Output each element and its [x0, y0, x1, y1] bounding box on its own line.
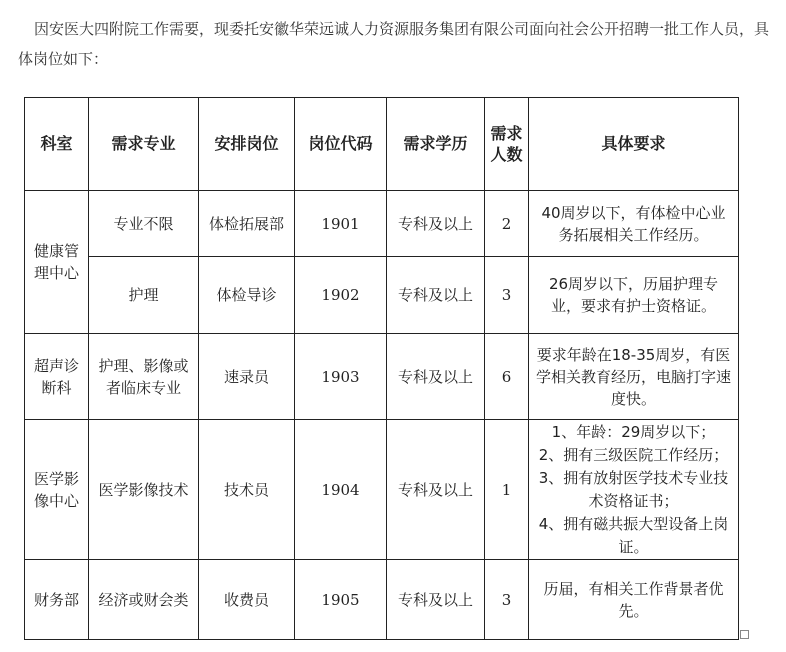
requirements-cell	[529, 560, 739, 640]
header-count: 需求人数	[485, 98, 529, 191]
dept-cell: 医学影像中心	[25, 420, 89, 560]
requirement-line: 2、拥有三级医院工作经历；	[538, 445, 729, 464]
header-dept: 科室	[25, 98, 89, 191]
intro-paragraph: 因安医大四附院工作需要，现委托安徽华荣远诚人力资源服务集团有限公司面向社会公开招聘一批工作人员，具体岗位如下：	[18, 20, 770, 68]
education-cell: 专科及以上	[387, 257, 485, 334]
table-row	[25, 420, 739, 560]
major-cell: 护理	[89, 257, 199, 334]
code-cell: 1905	[295, 560, 387, 640]
major-cell: 经济或财会类	[89, 560, 199, 640]
table-row	[25, 257, 739, 334]
major-cell: 医学影像技术	[89, 420, 199, 560]
code-cell: 1902	[295, 257, 387, 334]
table-row	[25, 191, 739, 257]
position-cell: 速录员	[199, 334, 295, 420]
header-education: 需求学历	[387, 98, 485, 191]
code-cell: 1901	[295, 191, 387, 257]
dept-cell: 超声诊断科	[25, 334, 89, 420]
education-cell: 专科及以上	[387, 334, 485, 420]
dept-cell: 财务部	[25, 560, 89, 640]
education-cell: 专科及以上	[387, 420, 485, 560]
requirement-line: 26周岁以下，历届护理专业，要求有护士资格证。	[548, 275, 719, 315]
table-row	[25, 334, 739, 420]
header-code: 岗位代码	[295, 98, 387, 191]
requirement-line: 要求年龄在18-35周岁，有医学相关教育经历，电脑打字速度快。	[535, 345, 731, 408]
table-row	[25, 560, 739, 640]
requirements-cell	[529, 257, 739, 334]
requirements-cell	[529, 420, 739, 560]
position-cell: 技术员	[199, 420, 295, 560]
header-major: 需求专业	[89, 98, 199, 191]
count-cell: 3	[485, 560, 529, 640]
count-cell: 3	[485, 257, 529, 334]
count-cell: 1	[485, 420, 529, 560]
education-cell: 专科及以上	[387, 560, 485, 640]
code-cell: 1903	[295, 334, 387, 420]
requirements-cell	[529, 334, 739, 420]
education-cell: 专科及以上	[387, 191, 485, 257]
requirement-line: 1、年龄：29周岁以下；	[551, 422, 716, 441]
resize-handle[interactable]	[740, 630, 749, 639]
table-header-row	[25, 98, 739, 191]
dept-cell: 健康管理中心	[25, 191, 89, 334]
major-cell: 专业不限	[89, 191, 199, 257]
header-position: 安排岗位	[199, 98, 295, 191]
requirement-line: 历届，有相关工作背景者优先。	[543, 579, 724, 620]
header-requirements: 具体要求	[529, 98, 739, 191]
count-cell: 6	[485, 334, 529, 420]
job-table	[24, 97, 739, 640]
requirement-line: 4、拥有磁共振大型设备上岗证。	[538, 514, 729, 556]
position-cell: 体检拓展部	[199, 191, 295, 257]
requirements-cell	[529, 191, 739, 257]
requirement-line: 40周岁以下，有体检中心业务拓展相关工作经历。	[541, 203, 726, 244]
position-cell: 体检导诊	[199, 257, 295, 334]
code-cell: 1904	[295, 420, 387, 560]
major-cell: 护理、影像或者临床专业	[89, 334, 199, 420]
position-cell: 收费员	[199, 560, 295, 640]
count-cell: 2	[485, 191, 529, 257]
requirement-line: 3、拥有放射医学技术专业技术资格证书；	[538, 468, 729, 510]
